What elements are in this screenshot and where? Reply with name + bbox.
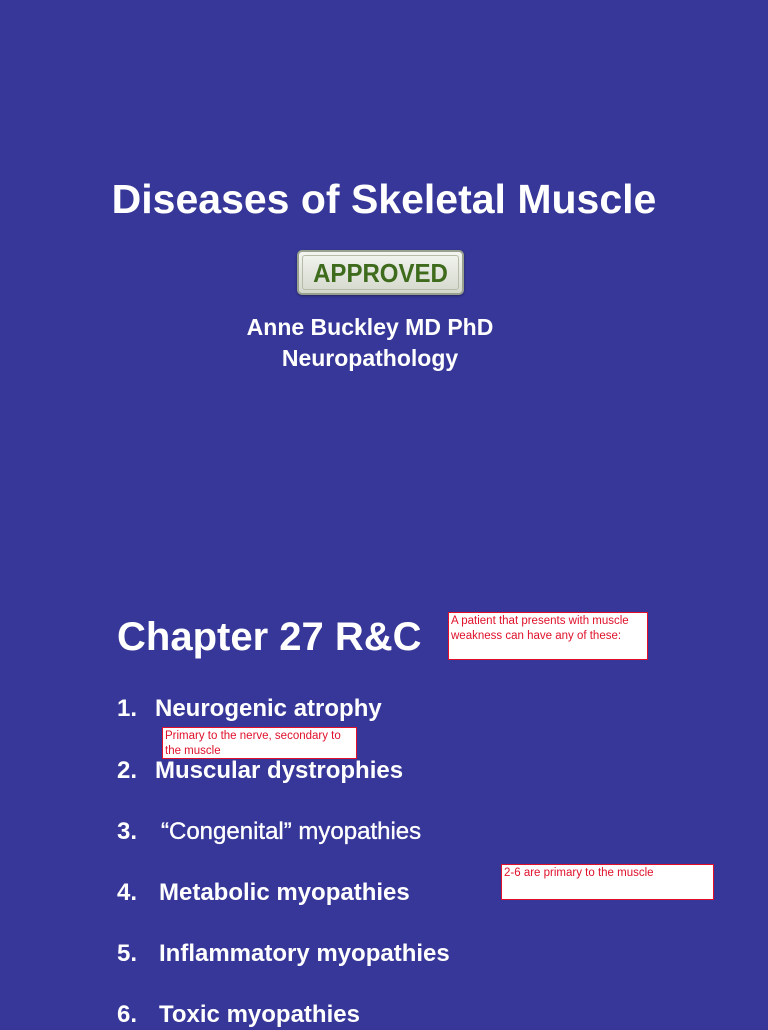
annotation-note[interactable]: Primary to the nerve, secondary to the muscle <box>162 727 357 759</box>
list-item-text: Muscular dystrophies <box>155 757 404 784</box>
slide-title: Diseases of Skeletal Muscle <box>111 176 657 222</box>
list-item <box>117 694 382 724</box>
chapter-heading: Chapter 27 R&C <box>117 615 422 659</box>
approved-stamp <box>297 250 464 295</box>
list-item-text: Inflammatory myopathies <box>159 940 450 967</box>
list-item-number: 2. <box>117 757 138 784</box>
list-item-number: 5. <box>117 940 138 967</box>
list-item-number: 6. <box>117 1001 138 1028</box>
list-item <box>117 939 450 969</box>
list-item-text: Neurogenic atrophy <box>155 695 382 722</box>
list-item-number: 3. <box>117 818 138 845</box>
annotation-note[interactable]: A patient that presents with muscle weakness can have any of these: <box>448 612 648 660</box>
list-item <box>117 1000 360 1030</box>
author-department: Neuropathology <box>281 345 459 371</box>
stamp-label: APPROVED <box>313 260 448 289</box>
annotation-note[interactable]: 2-6 are primary to the muscle <box>501 864 714 900</box>
author-name: Anne Buckley MD PhD <box>246 314 494 340</box>
list-item <box>117 756 403 786</box>
list-item-text: “Congenital” myopathies <box>161 818 422 845</box>
list-item-text: Metabolic myopathies <box>159 879 410 906</box>
list-item <box>117 817 421 847</box>
list-item-number: 1. <box>117 695 138 722</box>
list-item-text: Toxic myopathies <box>159 1001 360 1028</box>
author-block <box>0 312 740 374</box>
list-item <box>117 878 410 908</box>
approved-stamp-text <box>299 252 462 293</box>
list-item-number: 4. <box>117 879 138 906</box>
